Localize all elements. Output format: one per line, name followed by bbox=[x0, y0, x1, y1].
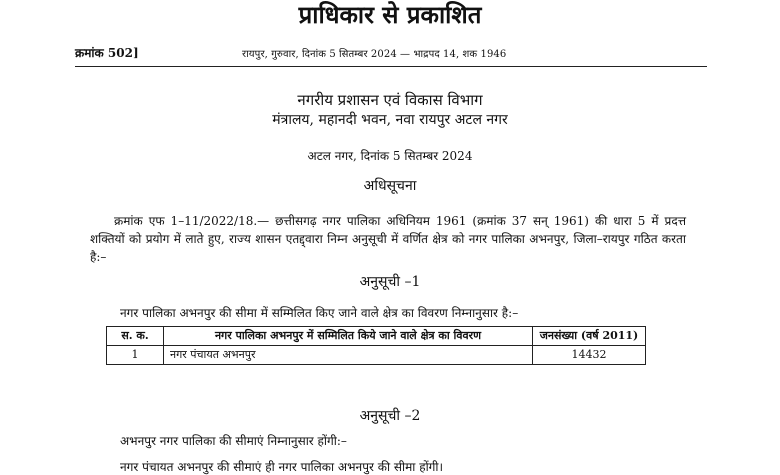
header-rule bbox=[75, 66, 707, 67]
cell-serial: 1 bbox=[107, 346, 164, 365]
area-table bbox=[106, 326, 646, 365]
department-name: नगरीय प्रशासन एवं विकास विभाग bbox=[297, 91, 483, 109]
header-area: नगर पालिका अभनपुर में सम्मिलित किये जाने वाले क्षेत्र का विवरण bbox=[164, 327, 533, 346]
header-population: जनसंख्या (वर्ष 2011) bbox=[533, 327, 646, 346]
schedule-2-line: नगर पंचायत अभनपुर की सीमाएं ही नगर पालिका अभनपुर की सीमा होंगी। bbox=[120, 460, 444, 474]
place-date: अटल नगर, दिनांक 5 सितम्बर 2024 bbox=[307, 149, 473, 163]
cell-population: 14432 bbox=[533, 346, 646, 365]
issue-number: क्रमांक 502] bbox=[75, 46, 139, 60]
notification-title: अधिसूचना bbox=[363, 178, 417, 194]
notification-paragraph-text: क्रमांक एफ 1–11/2022/18.— छत्तीसगढ़ नगर पालिका अधिनियम 1961 (क्रमांक 37 सन् 1961) की धारा 5 में प्रदत्त शक्तियों को प्रयोग में लाते हुए, राज्य शासन एतद्द्वारा निम्न अनुसूची में वर्णित क्षेत्र को नगर पालिका अभनपुर, जिला–रायपुर गठित करता है:– bbox=[90, 214, 686, 264]
cell-area: नगर पंचायत अभनपुर bbox=[164, 346, 533, 365]
schedule-1-title: अनुसूची –1 bbox=[359, 274, 421, 290]
schedule-2-intro: अभनपुर नगर पालिका की सीमाएं निम्नानुसार होंगी:– bbox=[120, 434, 347, 448]
schedule-2-title: अनुसूची –2 bbox=[359, 408, 421, 424]
gazette-dateline: रायपुर, गुरुवार, दिनांक 5 सितम्बर 2024 — भाद्रपद 14, शक 1946 bbox=[242, 49, 507, 60]
schedule-1-intro: नगर पालिका अभनपुर की सीमा में सम्मिलित किए जाने वाले क्षेत्र का विवरण निम्नानुसार है:– bbox=[120, 306, 519, 320]
gazette-title: प्राधिकार से प्रकाशित bbox=[298, 0, 482, 29]
table-row bbox=[107, 346, 646, 365]
header-serial: स. क. bbox=[107, 327, 164, 346]
table-header-row bbox=[107, 327, 646, 346]
department-address: मंत्रालय, महानदी भवन, नवा रायपुर अटल नगर bbox=[272, 112, 508, 128]
notification-paragraph bbox=[90, 212, 686, 266]
